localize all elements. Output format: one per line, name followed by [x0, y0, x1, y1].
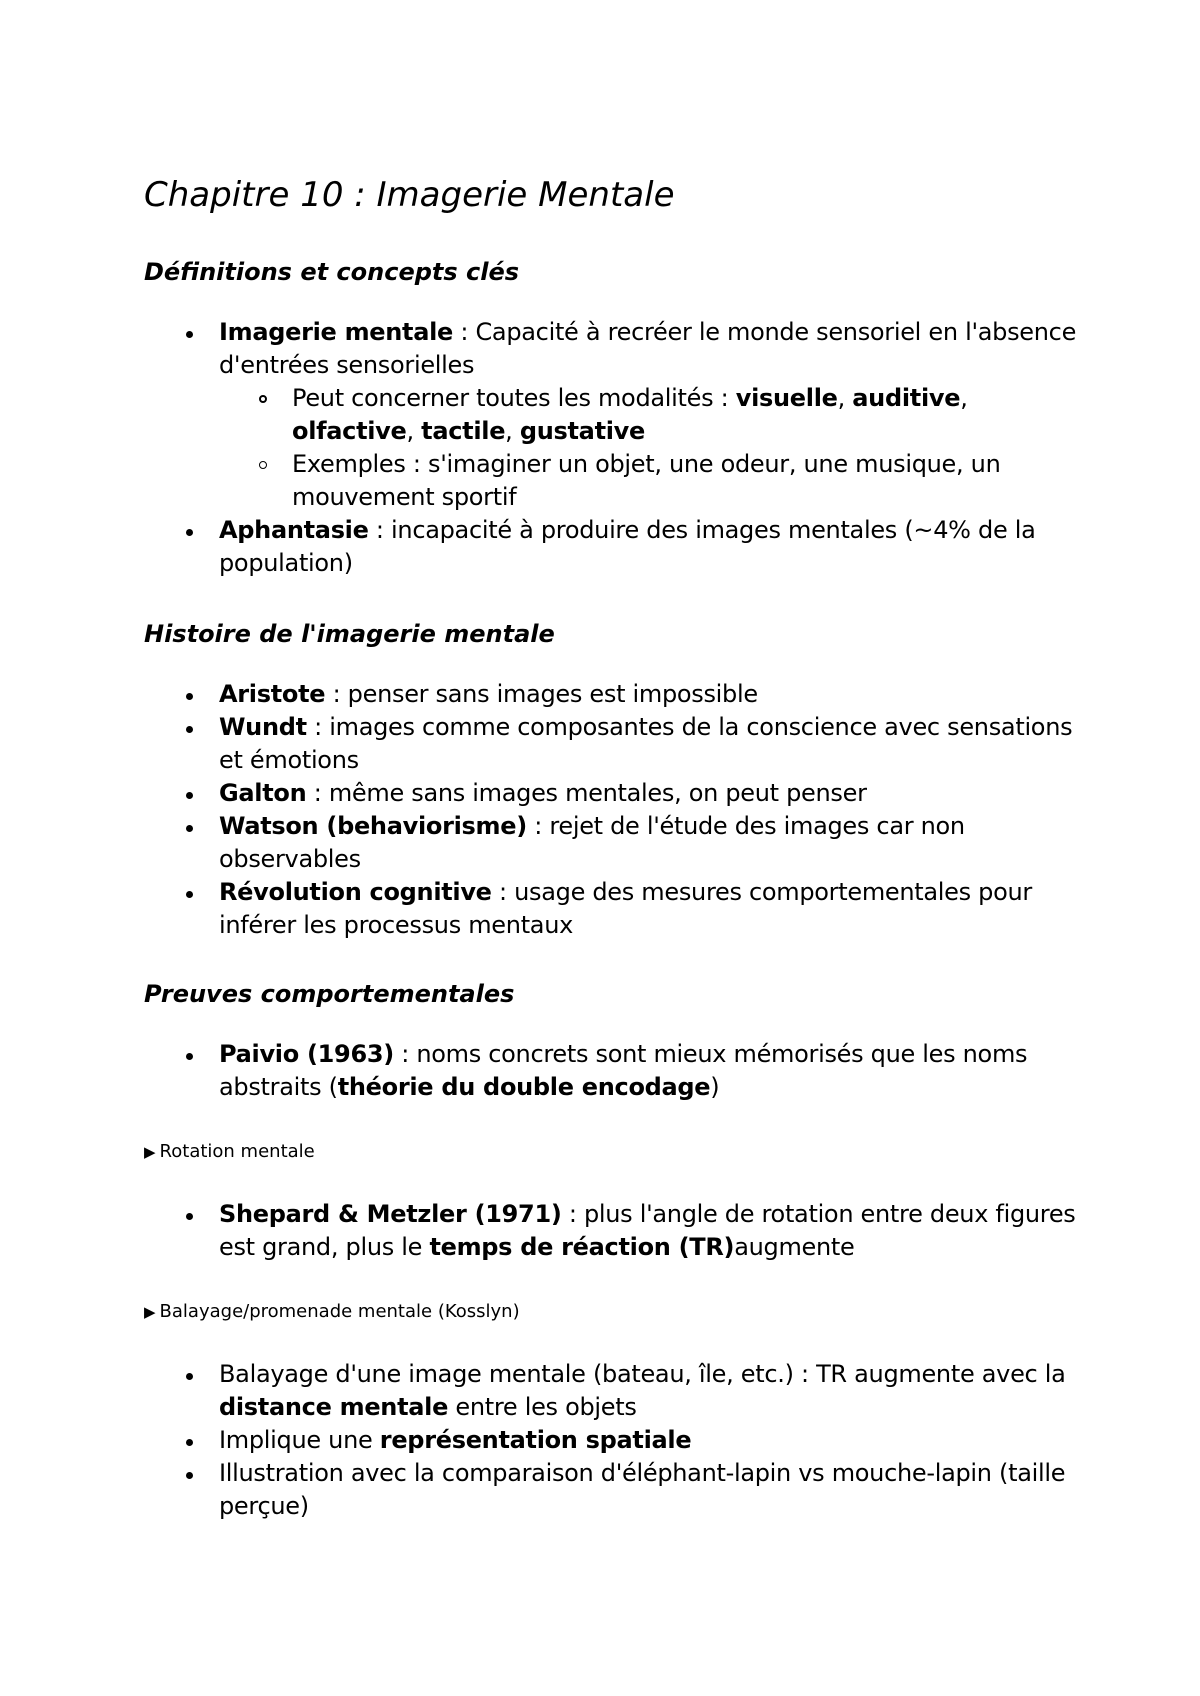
- bullet-icon: [186, 1213, 193, 1220]
- term: théorie du double encodage: [337, 1073, 711, 1101]
- term: Galton: [219, 779, 307, 807]
- item-text: : usage des mesures comportementales pour inférer les processus mentaux: [219, 878, 1032, 939]
- triangle-right-icon: ▶: [144, 1143, 156, 1161]
- item-text: : rejet de l'étude des images car non observables: [219, 812, 965, 873]
- term: Wundt: [219, 713, 307, 741]
- subsection-title-scanning: ▶ Balayage/promenade mentale (Kosslyn): [144, 1301, 520, 1322]
- section-title-definitions: Définitions et concepts clés: [144, 258, 520, 286]
- history-list: [0, 678, 1200, 942]
- term: Aphantasie: [219, 516, 369, 544]
- list-item: Implique une représentation spatiale: [0, 1424, 1200, 1457]
- behavioral-list: [0, 1038, 1200, 1104]
- term: représentation spatiale: [379, 1426, 692, 1454]
- list-item: Illustration avec la comparaison d'éléphant-lapin vs mouche-lapin (taille perçue): [0, 1457, 1200, 1523]
- list-item: [0, 876, 1200, 942]
- bullet-icon: [186, 1472, 193, 1479]
- bullet-icon: [186, 1053, 193, 1060]
- list-item: [0, 711, 1200, 777]
- bullet-icon: [186, 331, 193, 338]
- list-item: Balayage d'une image mentale (bateau, île, etc.) : TR augmente avec la distance mentale entre les objets: [0, 1358, 1200, 1424]
- item-text: : même sans images mentales, on peut penser: [306, 779, 867, 807]
- item-text: : Capacité à recréer le monde sensoriel en l'absence d'entrées sensorielles: [219, 318, 1077, 379]
- bullet-icon: [186, 891, 193, 898]
- list-item: [0, 777, 1200, 810]
- term: Révolution cognitive: [219, 878, 492, 906]
- sub-list-item: Peut concerner toutes les modalités : visuelle, auditive, olfactive, tactile, gustative: [219, 382, 1080, 448]
- section-title-history: Histoire de l'imagerie mentale: [144, 620, 555, 648]
- subsection-title-rotation: ▶ Rotation mentale: [144, 1141, 315, 1162]
- term: Watson (behaviorisme): [219, 812, 527, 840]
- item-text: : penser sans images est impossible: [325, 680, 758, 708]
- item-text: : incapacité à produire des images mentales (~4% de la population): [219, 516, 1036, 577]
- bullet-icon: [186, 693, 193, 700]
- bullet-icon: [186, 1439, 193, 1446]
- bullet-icon: [186, 529, 193, 536]
- circle-bullet-icon: [259, 461, 267, 469]
- section-title-behavioral: Preuves comportementales: [144, 980, 515, 1008]
- list-item: [0, 678, 1200, 711]
- bullet-icon: [186, 726, 193, 733]
- item-text: : noms concrets sont mieux mémorisés que les noms abstraits (: [219, 1040, 1028, 1101]
- term: Aristote: [219, 680, 326, 708]
- list-item: [0, 810, 1200, 876]
- definitions-list: [0, 316, 1200, 580]
- list-item: Paivio (1963) : noms concrets sont mieux mémorisés que les noms abstraits (théorie du double encodage): [0, 1038, 1200, 1104]
- circle-bullet-icon: [259, 395, 267, 403]
- scanning-list: [0, 1358, 1200, 1523]
- item-text: : plus l'angle de rotation entre deux figures est grand, plus le: [219, 1200, 1076, 1261]
- term: temps de réaction (TR): [429, 1233, 735, 1261]
- list-item: [0, 316, 1200, 514]
- term: Paivio (1963): [219, 1040, 394, 1068]
- term: Imagerie mentale: [219, 318, 454, 346]
- rotation-list: [0, 1198, 1200, 1264]
- chapter-title: Chapitre 10 : Imagerie Mentale: [144, 175, 675, 215]
- bullet-icon: [186, 825, 193, 832]
- bullet-icon: [186, 792, 193, 799]
- list-item: [0, 514, 1200, 580]
- triangle-right-icon: ▶: [144, 1303, 156, 1321]
- bullet-icon: [186, 1373, 193, 1380]
- list-item: Shepard & Metzler (1971) : plus l'angle de rotation entre deux figures est grand, plus le temps de réaction (TR)augmente: [0, 1198, 1200, 1264]
- sub-list-item: Exemples : s'imaginer un objet, une odeur, une musique, un mouvement sportif: [219, 448, 1080, 514]
- sub-list: [219, 382, 1080, 514]
- term: Shepard & Metzler (1971): [219, 1200, 562, 1228]
- term: distance mentale: [219, 1393, 449, 1421]
- item-text: : images comme composantes de la conscience avec sensations et émotions: [219, 713, 1073, 774]
